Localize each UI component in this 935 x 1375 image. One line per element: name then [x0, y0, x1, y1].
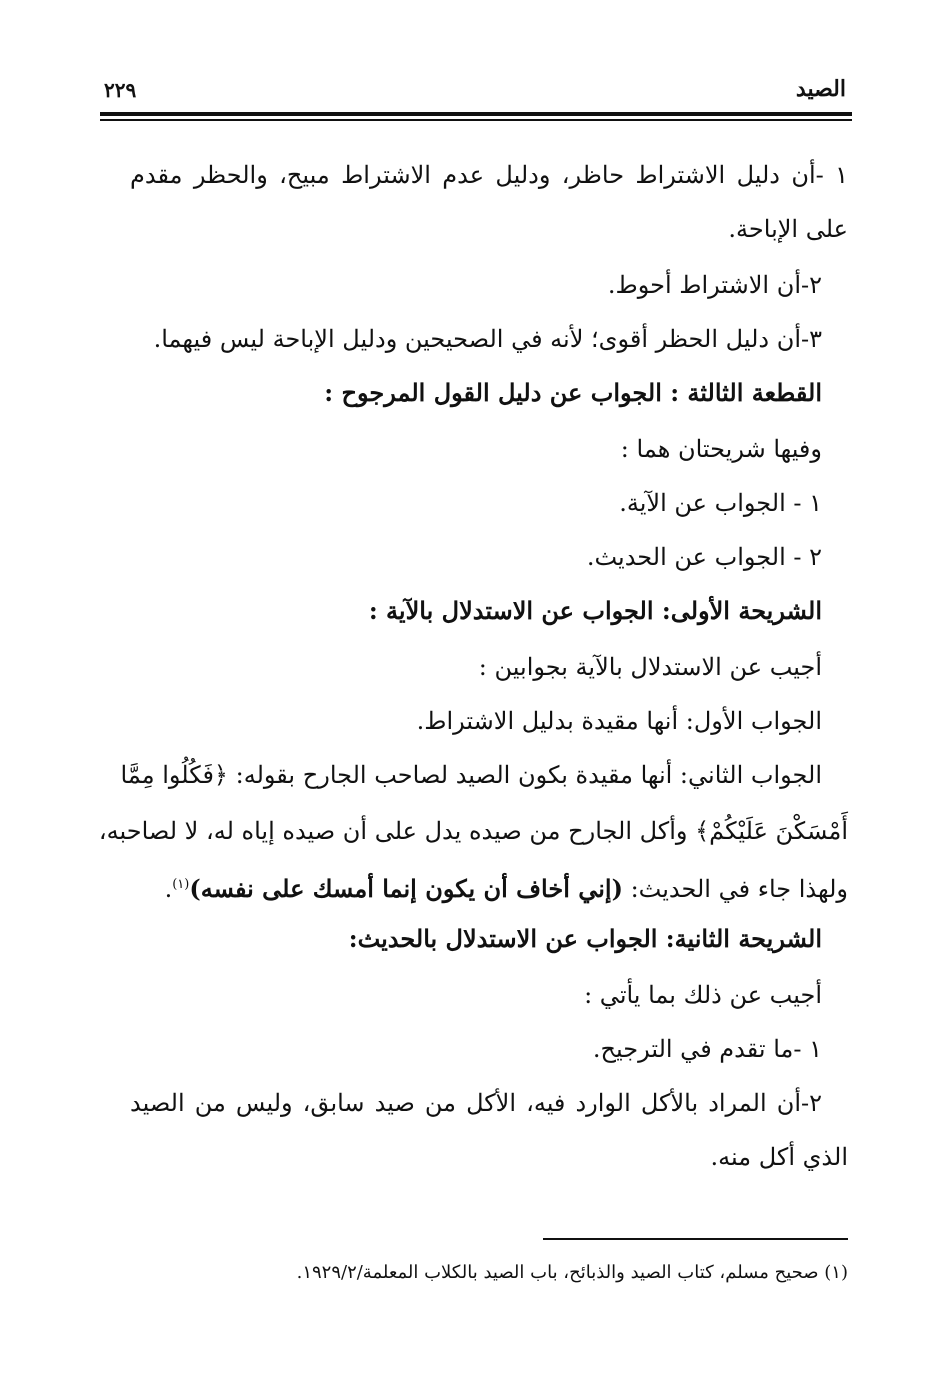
body-line-7: ١ - الجواب عن الآية. [619, 489, 822, 517]
header-rule-thin [100, 119, 852, 121]
body-line-14 [130, 868, 848, 906]
chapter-title: الصيد [795, 76, 846, 102]
body-line-17: ١ -ما تقدم في الترجيح. [592, 1035, 822, 1063]
body-line-4: ٣-أن دليل الحظر أقوى؛ لأنه في الصحيحين ودليل الإباحة ليس فيهما. [153, 325, 822, 353]
body-line-6: وفيها شريحتان هما : [620, 435, 822, 463]
subsection-heading-2: الشريحة الثانية: الجواب عن الاستدلال بالحديث: [348, 924, 822, 953]
body-line-3: ٢-أن الاشتراط أحوط. [607, 271, 822, 299]
page-number: ٢٢٩ [104, 78, 137, 102]
footnote-separator [543, 1238, 848, 1240]
subsection-heading-1: الشريحة الأولى: الجواب عن الاستدلال بالآية : [368, 596, 822, 625]
body-line-13: أَمْسَكْنَ عَلَيْكُمْ﴾ وأكل الجارح من صيده يدل على أن صيده إياه له، لا لصاحبه، [98, 817, 848, 845]
body-line-11: الجواب الأول: أنها مقيدة بدليل الاشتراط. [416, 707, 822, 735]
header-rule-thick [100, 112, 852, 116]
body-line-10: أجيب عن الاستدلال بالآية بجوابين : [478, 653, 822, 681]
body-line-16: أجيب عن ذلك بما يأتي : [584, 981, 822, 1009]
body-line-14-text: ولهذا جاء في الحديث: [630, 875, 848, 903]
section-heading-3: القطعة الثالثة : الجواب عن دليل القول المرجوح : [324, 378, 822, 407]
body-line-14-end: . [164, 875, 173, 903]
hadith-quote: (إني أخاف أن يكون إنما أمسك على نفسه) [189, 874, 623, 903]
body-line-1: ١ -أن دليل الاشتراط حاظر، ودليل عدم الاشتراط مبيح، والحظر مقدم [130, 161, 848, 189]
body-line-8: ٢ - الجواب عن الحديث. [586, 543, 822, 571]
body-line-12: الجواب الثاني: أنها مقيدة بكون الصيد لصاحب الجارح بقوله: ﴿فَكُلُوا مِمَّا [120, 761, 822, 789]
footnote-ref: (١) [172, 877, 190, 892]
body-line-18: ٢-أن المراد بالأكل الوارد فيه، الأكل من صيد سابق، وليس من الصيد [130, 1089, 822, 1117]
footnote: (١) صحيح مسلم، كتاب الصيد والذبائح، باب الصيد بالكلاب المعلمة/١٩٢٩/٢. [296, 1262, 848, 1283]
body-line-19: الذي أكل منه. [710, 1143, 848, 1171]
page-header [100, 72, 852, 114]
body-line-2: على الإباحة. [728, 215, 848, 243]
